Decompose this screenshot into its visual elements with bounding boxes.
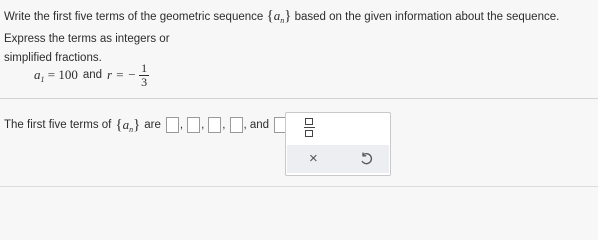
section-divider	[0, 98, 598, 99]
answer-are-label: are	[144, 119, 161, 131]
instruction-text-2: based on the given information about the sequence. Express the terms as integers or	[4, 11, 560, 45]
undo-icon[interactable]	[359, 152, 373, 166]
fraction-bar-icon	[304, 127, 315, 128]
given-connector: and	[82, 69, 103, 81]
instruction-text-1: Write the first five terms of the geometric sequence	[4, 11, 264, 23]
r-expression: r = − $\frac{1}{3}$	[107, 60, 148, 89]
fraction-numerator-box-icon	[305, 118, 313, 125]
r-fraction: $\frac{1}{3}$	[141, 60, 148, 89]
given-information	[34, 58, 149, 92]
term-4-input[interactable]	[230, 117, 243, 133]
math-input-toolbar	[285, 112, 391, 176]
sequence-notation-answer: $\{a_n\}$	[115, 116, 141, 134]
answer-row: The first five terms of $\{a_n\}$ are , , , , and	[4, 114, 295, 136]
clear-button[interactable]: ×	[309, 150, 318, 167]
sequence-notation: $\{a_n\}$	[266, 8, 292, 25]
instruction-text-3: simplified fractions.	[4, 52, 102, 64]
term-2-input[interactable]	[187, 117, 200, 133]
answer-prefix: The first five terms of	[4, 119, 112, 131]
answer-and-label: , and	[243, 119, 270, 131]
fraction-denominator-box-icon	[305, 130, 313, 137]
a1-expression: $a_1 = 100$	[34, 66, 78, 84]
term-1-input[interactable]	[166, 117, 179, 133]
footer-divider	[0, 186, 598, 187]
fraction-template-button[interactable]	[301, 118, 317, 140]
term-3-input[interactable]	[208, 117, 221, 133]
toolbar-footer	[287, 145, 389, 173]
